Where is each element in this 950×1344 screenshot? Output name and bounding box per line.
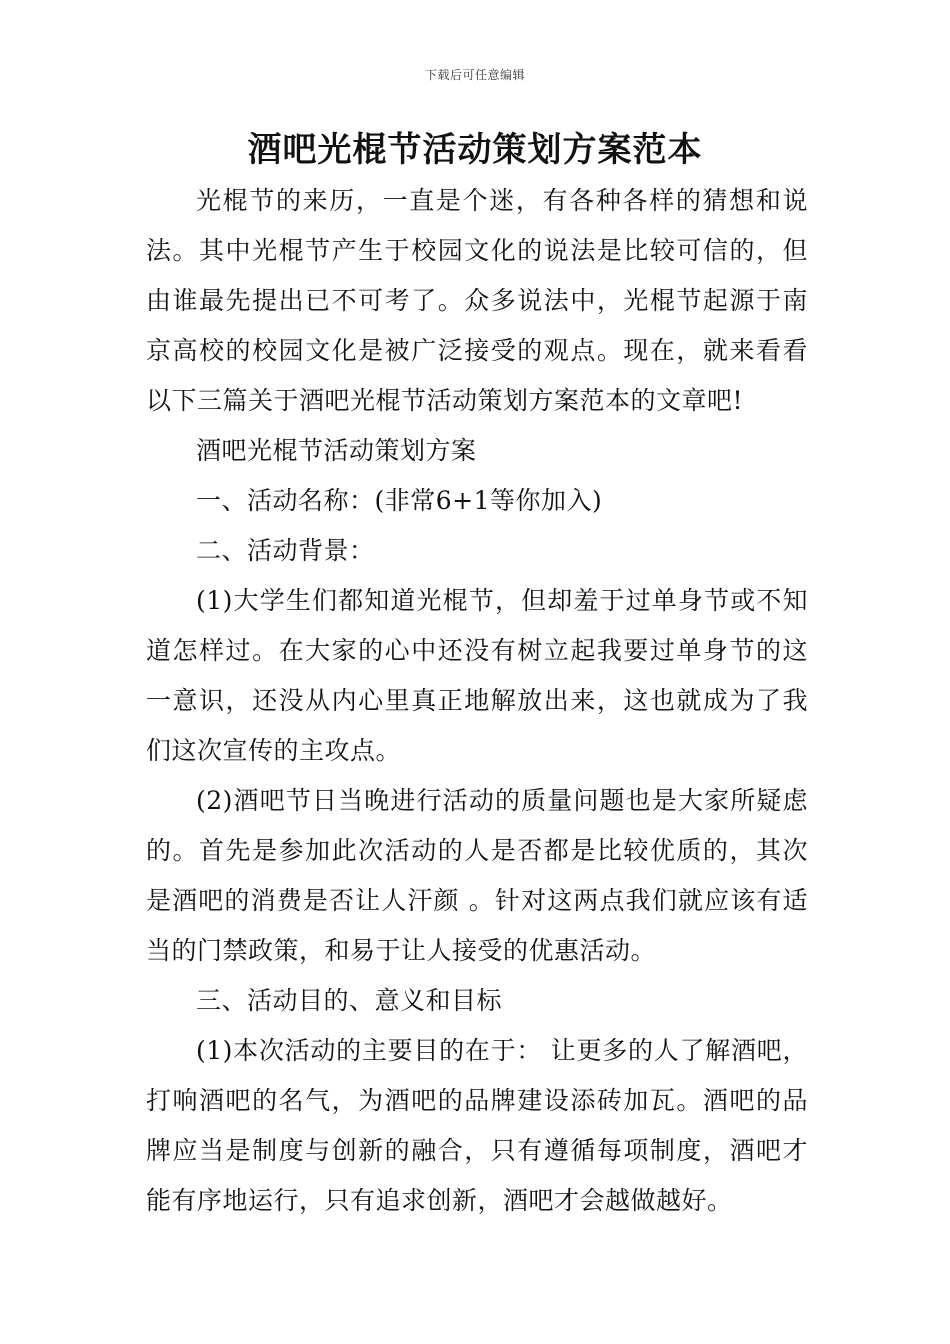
paragraph-activity-name: 一、活动名称：(非常6+1等你加入) <box>196 486 603 515</box>
paragraph-goals-1: (1)本次活动的主要目的在于： 让更多的人了解酒吧，打响酒吧的名气，为酒吧的品牌建设添砖加瓦。酒吧的品牌应当是制度与创新的融合，只有遵循每项制度，酒吧才能有序地运行，只有追求创新，酒吧才会越做越好。 <box>146 1036 808 1215</box>
document-body <box>146 176 808 1226</box>
paragraph-plan-heading: 酒吧光棍节活动策划方案 <box>196 436 477 465</box>
paragraph-background-heading: 二、活动背景： <box>196 536 375 565</box>
header-note: 下载后可任意编辑 <box>424 68 525 82</box>
document-title: 酒吧光棍节活动策划方案范本 <box>247 130 703 170</box>
paragraph-intro: 光棍节的来历，一直是个迷，有各种各样的猜想和说法。其中光棍节产生于校园文化的说法是比较可信的，但由谁最先提出已不可考了。众多说法中，光棍节起源于南京高校的校园文化是被广泛接受的观点。现在，就来看看以下三篇关于酒吧光棍节活动策划方案范本的文章吧! <box>146 186 808 415</box>
paragraph-goals-heading: 三、活动目的、意义和目标 <box>196 986 503 1015</box>
paragraph-background-1: (1)大学生们都知道光棍节，但却羞于过单身节或不知道怎样过。在大家的心中还没有树立起我要过单身节的这一意识，还没从内心里真正地解放出来，这也就成为了我们这次宣传的主攻点。 <box>146 586 808 765</box>
paragraph-background-2: (2)酒吧节日当晚进行活动的质量问题也是大家所疑虑的。首先是参加此次活动的人是否都是比较优质的，其次是酒吧的消费是否让人汗颜 。针对这两点我们就应该有适当的门禁政策，和易于让人接受的优惠活动。 <box>146 786 808 965</box>
